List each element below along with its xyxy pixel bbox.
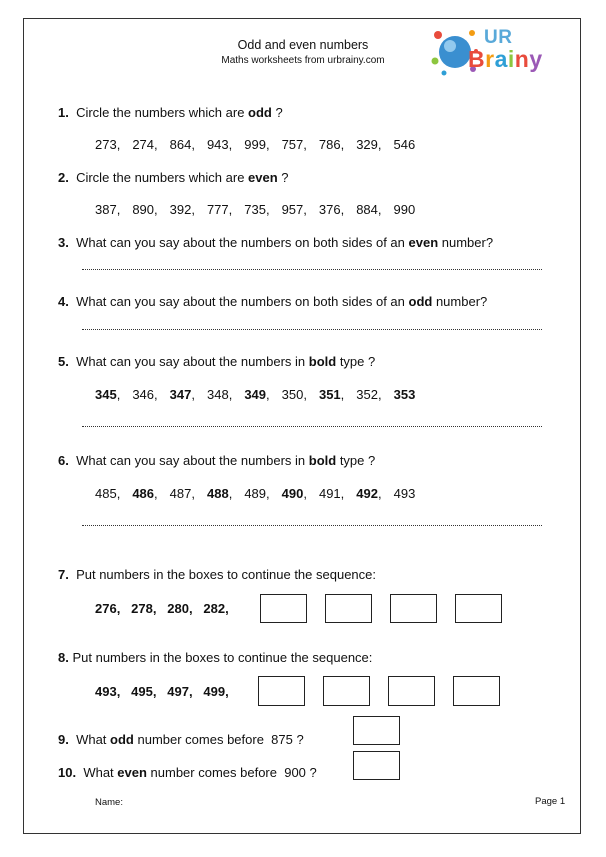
number-item[interactable]: 376, xyxy=(318,202,345,217)
answer-line[interactable] xyxy=(82,425,542,427)
question-text: What xyxy=(83,765,118,780)
number-item xyxy=(95,486,120,501)
answer-box[interactable] xyxy=(258,676,305,706)
number-value: 486 xyxy=(132,486,155,501)
question-text: What can you say about the numbers on both sides of an xyxy=(76,235,409,250)
question-text-end: type ? xyxy=(336,453,376,468)
number-value: 491 xyxy=(318,486,341,501)
question-emphasis: even xyxy=(408,235,439,250)
answer-box[interactable] xyxy=(323,676,370,706)
logo-letter: B xyxy=(468,46,486,72)
number-value: 488 xyxy=(206,486,229,501)
number-separator: , xyxy=(340,387,345,402)
question-text-end: ? xyxy=(271,105,283,120)
number-item[interactable]: 329, xyxy=(356,137,382,152)
question-2 xyxy=(58,170,289,185)
question-text-end: number comes before 900 ? xyxy=(146,765,317,780)
logo-letter: i xyxy=(507,46,515,72)
question-1 xyxy=(58,105,283,120)
question-text-end: ? xyxy=(277,170,289,185)
answer-line[interactable] xyxy=(82,524,542,526)
question-emphasis: odd xyxy=(408,294,433,309)
logo-letter: a xyxy=(494,46,508,72)
number-item xyxy=(356,387,381,402)
number-item[interactable]: 890, xyxy=(132,202,158,217)
question-5 xyxy=(58,354,375,369)
number-item xyxy=(170,486,195,501)
q5-numbers xyxy=(95,387,427,402)
number-separator: , xyxy=(154,387,158,402)
question-3 xyxy=(58,235,493,250)
question-number: 4. xyxy=(58,294,69,309)
question-text: What can you say about the numbers on both sides of an xyxy=(76,294,409,309)
number-item[interactable]: 990 xyxy=(393,202,416,217)
number-item xyxy=(282,486,307,501)
logo-ur-text: UR xyxy=(484,27,513,48)
q1-numbers xyxy=(95,137,427,152)
question-text: Put numbers in the boxes to continue the sequence: xyxy=(72,650,373,665)
number-item[interactable]: 957, xyxy=(281,202,307,217)
question-text-end: type ? xyxy=(336,354,376,369)
number-separator: , xyxy=(340,486,345,501)
number-value: 351 xyxy=(318,387,341,402)
question-emphasis: bold xyxy=(308,453,337,468)
number-item[interactable]: 777, xyxy=(206,202,233,217)
question-text: What xyxy=(76,732,111,747)
answer-box[interactable] xyxy=(390,594,437,623)
number-value: 490 xyxy=(281,486,304,501)
number-separator: , xyxy=(228,486,233,501)
number-item xyxy=(244,387,269,402)
number-value: 349 xyxy=(244,387,267,402)
worksheet-subtitle: Maths worksheets from urbrainy.com xyxy=(221,55,385,66)
number-value: 493 xyxy=(393,486,416,501)
number-separator: , xyxy=(154,486,158,501)
number-separator: , xyxy=(303,387,307,402)
number-item xyxy=(319,486,344,501)
question-6 xyxy=(58,453,375,468)
answer-box[interactable] xyxy=(388,676,435,706)
number-separator: , xyxy=(228,387,233,402)
number-separator: , xyxy=(266,486,270,501)
answer-box[interactable] xyxy=(325,594,372,623)
logo-letter: n xyxy=(514,46,530,72)
question-number: 7. xyxy=(58,567,69,582)
question-7 xyxy=(58,567,376,582)
question-text-end: number? xyxy=(438,235,494,250)
number-item xyxy=(95,387,120,402)
question-text: What can you say about the numbers in xyxy=(76,453,309,468)
question-emphasis: odd xyxy=(248,105,272,120)
number-separator: , xyxy=(303,486,307,501)
number-item xyxy=(207,486,232,501)
number-item xyxy=(132,387,157,402)
number-item xyxy=(244,486,269,501)
number-item[interactable]: 999, xyxy=(244,137,270,152)
question-emphasis: bold xyxy=(308,354,337,369)
question-number: 10. xyxy=(58,765,77,780)
number-item xyxy=(394,387,416,402)
number-item xyxy=(319,387,344,402)
number-item[interactable]: 392, xyxy=(169,202,195,217)
number-value: 350 xyxy=(281,387,304,402)
question-number: 1. xyxy=(58,105,69,120)
question-text: What can you say about the numbers in xyxy=(76,354,309,369)
number-value: 353 xyxy=(393,387,416,402)
number-item[interactable]: 735, xyxy=(244,202,270,217)
answer-line[interactable] xyxy=(82,328,542,330)
question-number: 2. xyxy=(58,170,69,185)
number-item xyxy=(132,486,157,501)
number-separator: , xyxy=(191,387,195,402)
number-item[interactable]: 864, xyxy=(169,137,195,152)
page-number: Page 1 xyxy=(535,796,566,807)
q7-sequence: 276, 278, 280, 282, xyxy=(95,601,229,616)
number-separator: , xyxy=(378,486,382,501)
question-number: 9. xyxy=(58,732,69,747)
question-number: 6. xyxy=(58,453,69,468)
number-item xyxy=(170,387,195,402)
question-emphasis: even xyxy=(248,170,278,185)
number-value: 352 xyxy=(356,387,378,402)
number-item[interactable]: 273, xyxy=(95,137,121,152)
answer-box[interactable] xyxy=(353,716,400,745)
number-value: 347 xyxy=(169,387,192,402)
number-value: 348 xyxy=(206,387,229,402)
logo-letter: y xyxy=(529,46,543,72)
worksheet-title: Odd and even numbers xyxy=(237,38,369,52)
number-separator: , xyxy=(266,387,270,402)
question-text-end: number comes before 875 ? xyxy=(133,732,304,747)
number-value: 487 xyxy=(169,486,192,501)
question-10 xyxy=(58,765,317,780)
question-emphasis: odd xyxy=(110,732,134,747)
question-number: 3. xyxy=(58,235,69,250)
q6-numbers xyxy=(95,486,427,501)
question-text: Put numbers in the boxes to continue the sequence: xyxy=(76,567,376,582)
question-number: 8. xyxy=(58,650,69,665)
question-number: 5. xyxy=(58,354,69,369)
question-text: Circle the numbers which are xyxy=(76,170,249,185)
urbrainy-logo xyxy=(428,25,546,80)
number-item xyxy=(282,387,307,402)
number-item[interactable]: 387, xyxy=(95,202,121,217)
number-item[interactable]: 884, xyxy=(356,202,382,217)
q8-sequence: 493, 495, 497, 499, xyxy=(95,684,229,699)
number-value: 346 xyxy=(132,387,155,402)
number-separator: , xyxy=(116,387,121,402)
number-value: 489 xyxy=(244,486,267,501)
number-item[interactable]: 943, xyxy=(206,137,233,152)
answer-box[interactable] xyxy=(455,594,502,623)
q2-numbers xyxy=(95,202,427,217)
number-value: 345 xyxy=(95,387,117,402)
answer-line[interactable] xyxy=(82,268,542,270)
number-value: 485 xyxy=(95,486,117,501)
number-item[interactable]: 757, xyxy=(281,137,307,152)
logo-brainy-text xyxy=(468,46,543,73)
question-text-end: number? xyxy=(432,294,488,309)
number-value: 492 xyxy=(356,486,378,501)
name-label: Name: xyxy=(95,797,123,808)
number-separator: , xyxy=(191,486,195,501)
number-item[interactable]: 546 xyxy=(393,137,416,152)
question-4 xyxy=(58,294,487,309)
number-item xyxy=(394,486,416,501)
number-separator: , xyxy=(116,486,121,501)
number-separator: , xyxy=(378,387,382,402)
number-item[interactable]: 786, xyxy=(318,137,345,152)
question-emphasis: even xyxy=(117,765,147,780)
answer-box[interactable] xyxy=(453,676,500,706)
question-9 xyxy=(58,732,304,747)
number-item xyxy=(207,387,232,402)
question-8 xyxy=(58,650,372,665)
logo-letter: r xyxy=(485,46,495,72)
number-item[interactable]: 274, xyxy=(132,137,158,152)
number-item xyxy=(356,486,381,501)
answer-box[interactable] xyxy=(353,751,400,780)
question-text: Circle the numbers which are xyxy=(76,105,249,120)
answer-box[interactable] xyxy=(260,594,307,623)
